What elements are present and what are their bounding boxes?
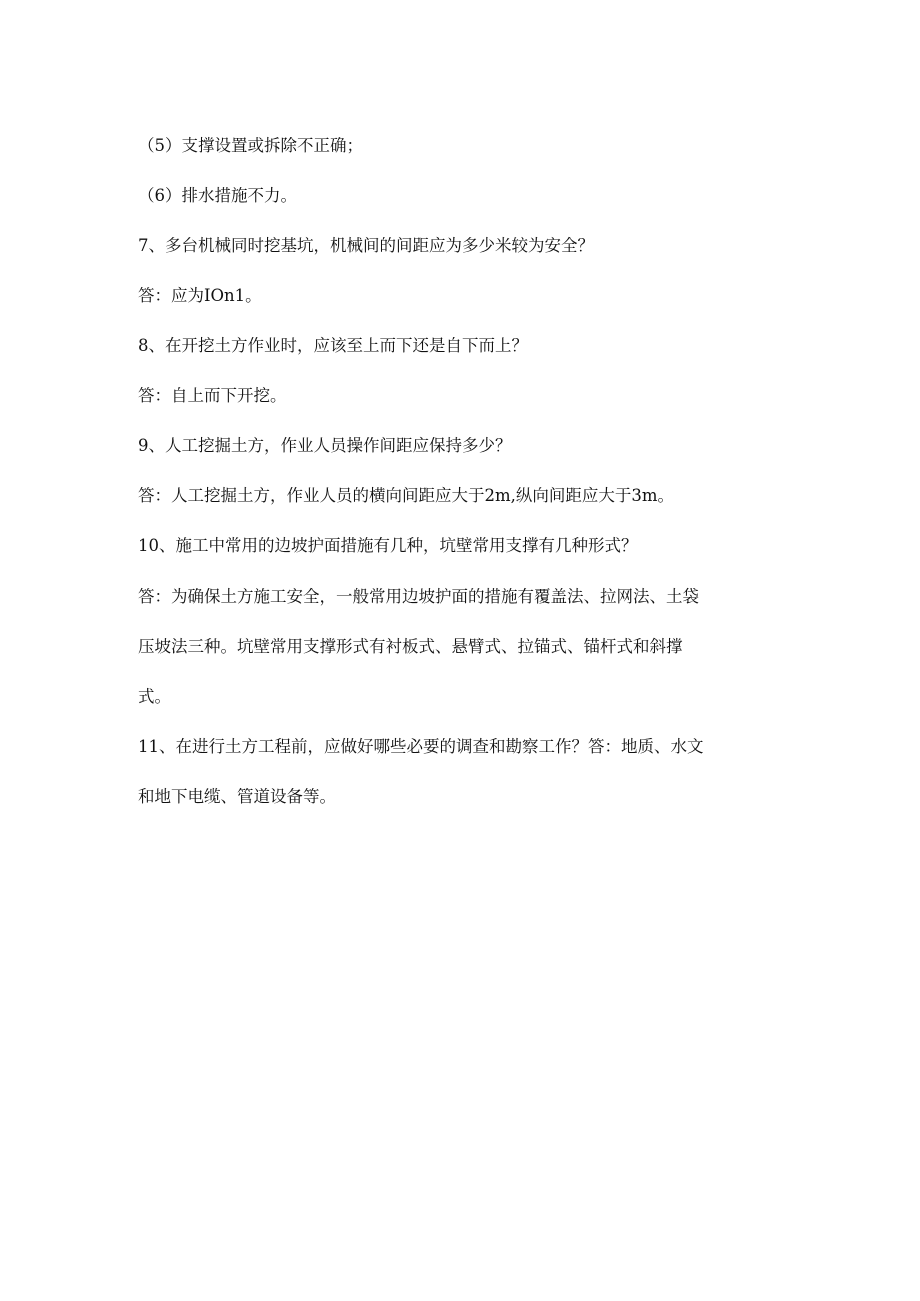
document-body	[138, 128, 778, 816]
answer-8: 答：自上而下开挖。	[138, 386, 287, 405]
question-9: 9、人工挖掘土方，作业人员操作间距应保持多少？	[138, 436, 512, 455]
question-7: 7、多台机械同时挖基坑，机械间的间距应为多少米较为安全？	[138, 236, 594, 255]
text-line-support: （5）支撑设置或拆除不正确；	[138, 136, 363, 155]
question-11	[138, 728, 778, 816]
answer-9: 答：人工挖掘土方，作业人员的横向间距应大于2m,纵向间距应大于3m。	[138, 486, 675, 505]
question-10: 10、施工中常用的边坡护面措施有几种，坑壁常用支撑有几种形式？	[138, 536, 638, 555]
answer-10-line-3: 式。	[138, 687, 171, 706]
answer-10-line-1: 答：为确保土方施工安全，一般常用边坡护面的措施有覆盖法、拉网法、土袋	[138, 587, 699, 606]
question-11-line-2: 和地下电缆、管道设备等。	[138, 787, 336, 806]
question-11-line-1: 11、在进行土方工程前，应做好哪些必要的调查和勘察工作？答：地质、水文	[138, 737, 704, 756]
answer-10-line-2: 压坡法三种。坑壁常用支撑形式有衬板式、悬臂式、拉锚式、锚杆式和斜撑	[138, 637, 683, 656]
text-line-drainage: （6）排水措施不力。	[138, 186, 297, 205]
answer-7: 答：应为IOn1。	[138, 286, 262, 305]
question-8: 8、在开挖土方作业时，应该至上而下还是自下而上？	[138, 336, 528, 355]
answer-10	[138, 578, 778, 716]
